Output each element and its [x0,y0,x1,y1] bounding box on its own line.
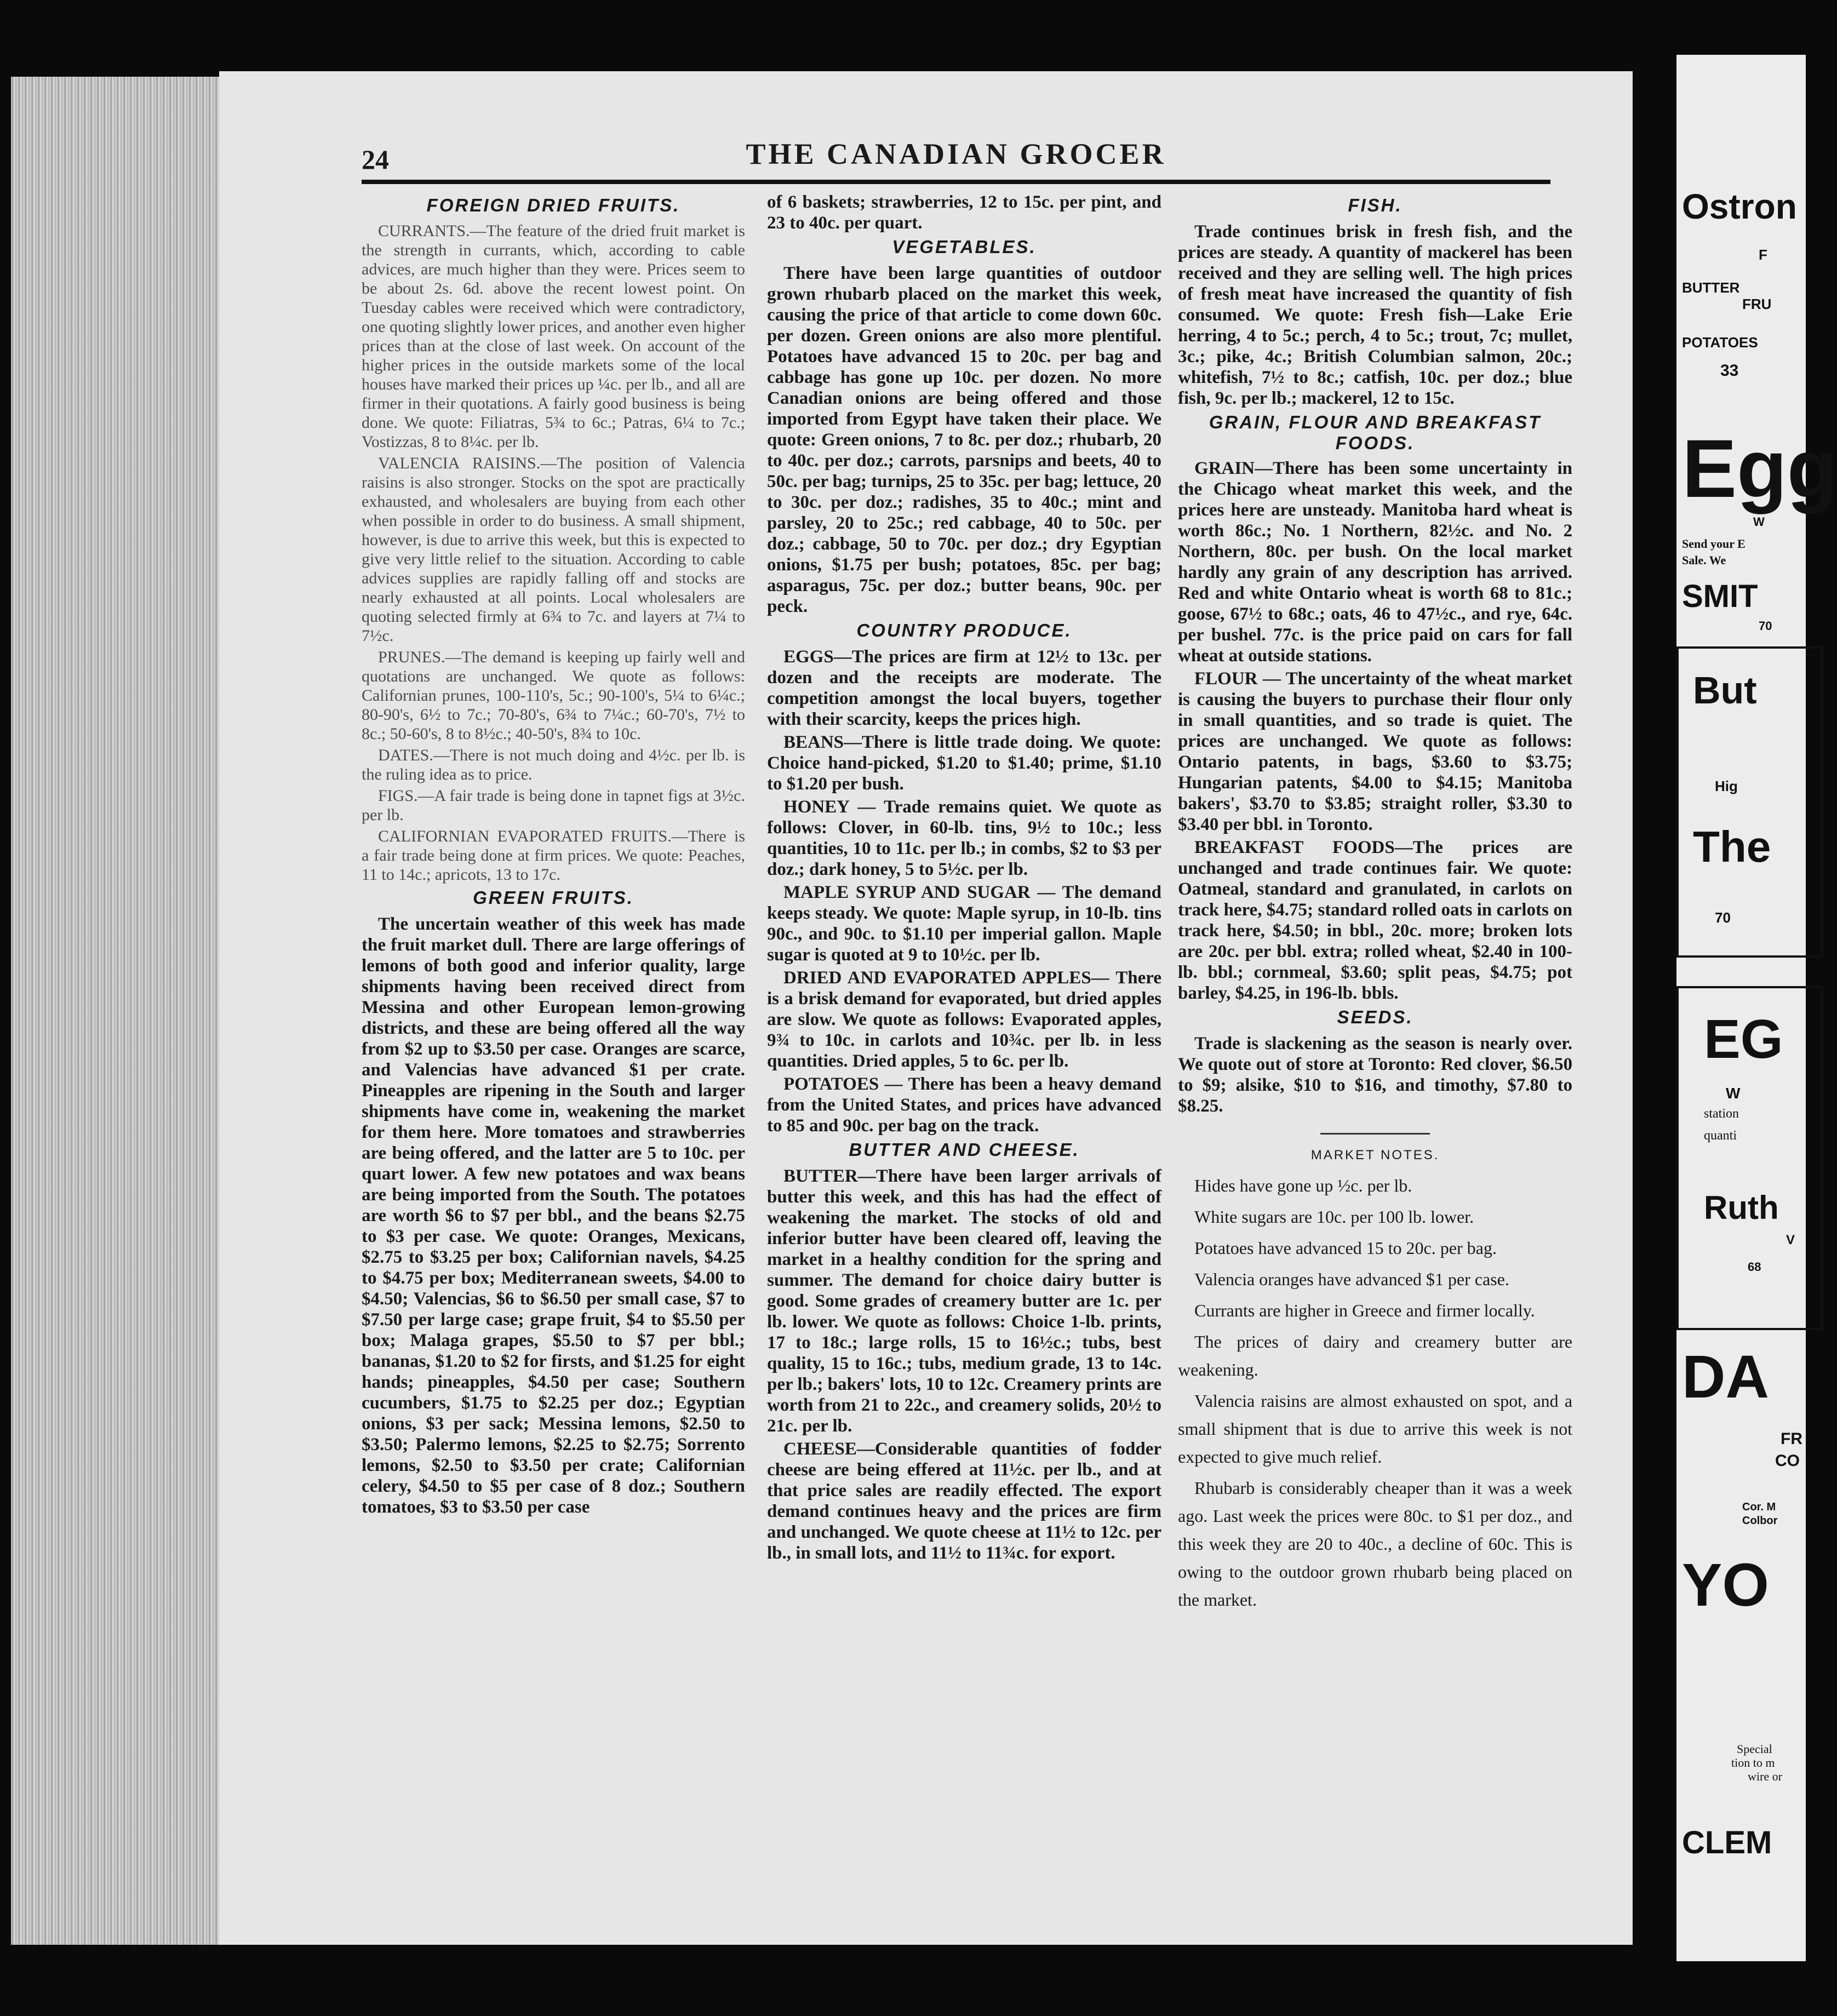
paragraph-seeds: Trade is slackening as the season is nearly over. We quote out of store at Toronto: Red clover, $6.50 to $9; alsike, $10 to $16, and timothy, $7.80 to $8.25. [1178,1034,1572,1116]
market-notes-heading: MARKET NOTES. [1310,1148,1440,1162]
header-rule [362,180,1550,184]
grain-heading-line-2: FOODS. [1335,433,1415,453]
ad-fragment: Colbor [1742,1515,1778,1527]
paragraph-flour: FLOUR — The uncertainty of the wheat market is causing the buyers to purchase their flour only in small quantities, and so trade is quiet. The prices are unchanged. We quote as follows: Ontario patents, in bags, $3.60 to $3.75; Hungarian patents, $4.00 to $4.15; Manitoba bakers', $3.70 to $3.85; straight roller, $3.30 to $3.40 per bbl. in Toronto. [1178,669,1572,834]
vegetables-text [767,263,1161,617]
paragraph-dried-apples: DRIED AND EVAPORATED APPLES— There is a brisk demand for evaporated, but dried apples are slow. We quote as follows: Evaporated apples, 9¾ to 10c. in carlots and 10¾c. per lb. in less quantities. Dried apples, 5 to 6c. per lb. [767,968,1161,1071]
ad-fragment: The [1693,822,1771,871]
market-note: Currants are higher in Greece and firmer locally. [1194,1301,1535,1320]
paragraph-vegetables: There have been large quantities of outdoor grown rhubarb placed on the market this week, causing the price of that article to come down 60c. per dozen. Green onions are also more plentiful. Potatoes have advanced 15 to 20c. per bag and cabbage has gone up 10c. per dozen. No more Canadian onions are being offered and those imported from Egypt have taken their place. We quote: Green onions, 7 to 8c. per doz.; rhubarb, 20 to 40c. per doz.; carrots, parsnips and beets, 40 to 50c. per bag; turnips, 25 to 35c. per bag; lettuce, 20 to 30c. per doz.; radishes, 35 to 40c.; mint and parsley, 20 to 25c.; red cabbage, 40 to 50c. per doz.; cabbage, 50 to 70c. per doz.; dry Egyptian onions, $1.75 per bush; potatoes, 85c. per bag; asparagus, 75c. per doz.; butter beans, 90c. per peck. [767,264,1161,616]
paragraph-valencia-raisins: VALENCIA RAISINS.—The position of Valencia raisins is also stronger. Stocks on the spot are practically exhausted, and wholesalers are buying from each other when possible in order to do business. A small shipment, however, is due to arrive this week, but this is expected to give very little relief to the situation. According to cable advices supplies are rapidly falling off and stocks are nearly exhausted at all points. Local wholesalers are quoting selected firmly at 6¾ to 7c. and layers at 7¼ to 7½c. [362,454,745,645]
ad-fragment: DA [1682,1343,1769,1411]
ad-fragment: F [1759,247,1767,263]
ad-fragment: SMIT [1682,579,1758,614]
paragraph-maple: MAPLE SYRUP AND SUGAR — The demand keeps steady. We quote: Maple syrup, in 10-lb. tins 90c., and 90c. to $1.10 per imperial gallon. Maple sugar is quoted at 9 to 10½c. per lb. [767,883,1161,965]
ad-fragment: quanti [1704,1129,1737,1143]
market-note: Valencia raisins are almost exhausted on spot, and a small shipment that is due to arrive this week is not expected to give much relief. [1178,1391,1572,1467]
market-notes-list [1178,1172,1572,1614]
green-fruits-text [362,914,745,1517]
ad-fragment: wire or [1748,1769,1782,1783]
section-heading-seeds: SEEDS. [1337,1007,1413,1027]
paragraph-cheese: CHEESE—Considerable quantities of fodder cheese are being effered at 11½c. per lb., and at that price sales are readily effected. The export demand continues heavy and the prices are firm and unchanged. We quote cheese at 11½ to 12c. per lb., in small lots, and 11½ to 11¾c. for export. [767,1439,1161,1563]
section-heading-vegetables: VEGETABLES. [892,237,1037,257]
ad-fragment: 33 [1720,362,1739,380]
ad-fragment: BUTTER [1682,279,1740,296]
paragraph-breakfast-foods: BREAKFAST FOODS—The prices are unchanged and trade continues fair. We quote: Oatmeal, standard and granulated, in carlots on track here, $4.75; standard rolled oats in carlots on track here, $4.50; in bbl., 20c. more; broken lots are 20c. per bbl. extra; rolled wheat, $2.40 in 100-lb. bbl.; cornmeal, $3.60; split peas, $4.75; pot barley, $4.25, in 196-lb. bbls. [1178,838,1572,1003]
seeds-text [1178,1033,1572,1116]
ad-fragment: FR [1781,1430,1802,1448]
paragraph-beans: BEANS—There is little trade doing. We quote: Choice hand-picked, $1.20 to $1.40; prime, $1.10 to $1.20 per bush. [767,732,1161,794]
column-2 [767,192,1161,1928]
column-3 [1178,192,1572,1928]
running-title: THE CANADIAN GROCER [746,138,1166,170]
ad-fragment: V [1786,1233,1795,1247]
market-note: Valencia oranges have advanced $1 per case. [1194,1269,1509,1289]
paragraph-grain: GRAIN—There has been some uncertainty in the Chicago wheat market this week, and the prices here are unsteady. Manitoba hard wheat is worth 86c.; No. 1 Northern, 82½c. and No. 2 Northern, 80c. per bush. On the local market hardly any grain of any description has arrived. Red and white Ontario wheat is worth 68 to 81c.; goose, 67½ to 68c.; oats, 46 to 47½c., and rye, 64c. per bushel. 77c. is the price paid on cars for fall wheat at outside stations. [1178,459,1572,666]
ad-fragment: tion to m [1731,1756,1775,1769]
paragraph-californian-evaporated: CALIFORNIAN EVAPORATED FRUITS.—There is a fair trade being done at firm prices. We quote: Peaches, 11 to 14c.; apricots, 13 to 17c. [362,827,745,884]
ad-fragment: Sale. We [1682,553,1726,567]
country-produce-text [767,646,1161,1136]
section-heading-grain [1178,412,1572,454]
ad-fragment: station [1704,1107,1739,1121]
section-heading-foreign-dried-fruits: FOREIGN DRIED FRUITS. [426,195,680,215]
ad-fragment: CLEM [1682,1825,1772,1860]
ad-fragment: POTATOES [1682,334,1758,351]
section-heading-country-produce: COUNTRY PRODUCE. [856,620,1072,640]
paragraph-continuation: of 6 baskets; strawberries, 12 to 15c. per pint, and 23 to 40c. per quart. [767,192,1161,233]
page-header [362,131,1550,181]
newspaper-page [219,71,1633,1945]
paragraph-honey: HONEY — Trade remains quiet. We quote as follows: Clover, in 60-lb. tins, 9½ to 10c.; less quantities, 10 to 11c. per lb.; in combs, $2 to $3 per doz.; dark honey, 5 to 5½c. per lb. [767,797,1161,879]
continuation-text [767,192,1161,233]
section-heading-green-fruits: GREEN FRUITS. [473,887,634,908]
ad-fragment: Ruth [1704,1189,1779,1226]
ad-fragment: FRU [1742,296,1772,312]
paragraph-dates: DATES.—There is not much doing and 4½c. per lb. is the ruling idea as to price. [362,746,745,783]
ad-fragment: Egg [1682,422,1837,514]
paragraph-butter: BUTTER—There have been larger arrivals of butter this week, and this has had the effect of weakening the market. The stocks of old and inferior butter have been cleared off, leaving the market in a healthy condition for the spring and summer. The demand for choice dairy butter is good. Some grades of creamery butter are 1c. per lb. lower. We quote as follows: Choice 1-lb. prints, 17 to 18c.; large rolls, 15 to 16½c.; tubs, best quality, 15 to 16c.; tubs, medium grade, 13 to 14c. per lb.; bakers' lots, 10 to 12c. Creamery prints are worth from 21 to 22c., and creamery solids, 20½ to 21c. per lb. [767,1166,1161,1436]
section-heading-butter-cheese: BUTTER AND CHEESE. [849,1139,1080,1160]
foreign-dried-fruits-text [362,221,745,884]
paragraph-prunes: PRUNES.—The demand is keeping up fairly well and quotations are unchanged. We quote as follows: Californian prunes, 100-110's, 5c.; 90-100's, 5¼ to 6¼c.; 80-90's, 6½ to 7c.; 70-80's, 6¾ to 7¼c.; 60-70's, 7½ to 8c.; 50-60's, 8 to 8½c.; 40-50's, 8¾ to 10c. [362,648,745,743]
paragraph-fish: Trade continues brisk in fresh fish, and the prices are steady. A quantity of mackerel has been received and they are selling well. The high prices of fresh meat have increased the quantity of fish consumed. We quote: Fresh fish—Lake Erie herring, 4 to 5c.; perch, 4 to 5c.; trout, 7c; mullet, 3c.; pike, 4c.; British Columbian salmon, 20c.; whitefish, 7½ to 8c.; catfish, 10c. per doz.; blue fish, 9c. per lb.; mackerel, 12 to 15c. [1178,222,1572,408]
grain-heading-line-1: GRAIN, FLOUR AND BREAKFAST [1209,412,1542,432]
paragraph-figs: FIGS.—A fair trade is being done in tapnet figs at 3½c. per lb. [362,787,745,824]
ad-fragment: W [1753,515,1765,529]
ad-fragment: Send your E [1682,537,1746,551]
ad-fragment: Ostron [1682,187,1797,226]
paragraph-potatoes: POTATOES — There has been a heavy demand from the United States, and prices have advanced to 85 and 90c. per bag on the track. [767,1074,1161,1136]
page-number: 24 [362,144,389,175]
market-note: Hides have gone up ½c. per lb. [1194,1176,1412,1195]
ad-fragment: But [1693,669,1757,712]
ad-fragment: W [1726,1085,1741,1102]
ad-fragment: 70 [1715,909,1731,926]
market-note: Rhubarb is considerably cheaper than it was a week ago. Last week the prices were 80c. to $1 per doz., and this week they are 20 to 40c., a decline of 60c. This is owing to the outdoor grown rhubarb being placed on the market. [1178,1478,1572,1610]
section-divider [1320,1133,1430,1135]
ad-fragment: Hig [1715,778,1738,794]
fish-text [1178,221,1572,409]
butter-cheese-text [767,1166,1161,1563]
ad-fragment: Special [1737,1742,1772,1756]
market-note: The prices of dairy and creamery butter are weakening. [1178,1332,1572,1379]
ad-fragment: 68 [1748,1260,1761,1274]
adjacent-page [1676,55,1837,1961]
ad-fragment: Cor. M [1742,1501,1776,1513]
ad-fragment: EG [1704,1009,1783,1070]
ad-fragment: 70 [1759,619,1772,633]
ad-fragment: YO [1682,1551,1769,1619]
paragraph-currants: CURRANTS.—The feature of the dried fruit market is the strength in currants, which, according to cable advices, are much higher than they were. Prices seem to be about 2s. 6d. above the recent lowest point. On Tuesday cables were received which were contradictory, one quoting slightly lower prices, and another even higher prices than at the close of last week. On account of the higher prices in the outside markets some of the local houses have marked their prices up ¼c. per lb., and all are firmer in their quotations. A fairly good business is being done. We quote: Filiatras, 5¾ to 6c.; Patras, 6¼ to 7c.; Vostizzas, 8 to 8¼c. per lb. [362,222,745,451]
paragraph-eggs: EGGS—The prices are firm at 12½ to 13c. per dozen and the receipts are moderate. The competition amongst the local buyers, together with their scarcity, keeps the prices high. [767,647,1161,729]
column-1 [362,192,745,1928]
market-note: Potatoes have advanced 15 to 20c. per bag. [1194,1238,1497,1258]
ad-fragment: CO [1775,1452,1800,1470]
market-note: White sugars are 10c. per 100 lb. lower. [1194,1207,1474,1227]
paragraph-green-fruits: The uncertain weather of this week has made the fruit market dull. There are large offerings of lemons of both good and inferior quality, large shipments having been received direct from Messina and other European lemon-growing districts, and these are being offered all the way from $2 up to $3.50 per case. Oranges are scarce, and Valencias have advanced $1 per crate. Pineapples are ripening in the South and larger shipments have come in, weakening the market for them here. More tomatoes and strawberries are being offered, and the latter are 5 to 10c. per quart lower. A few new potatoes and wax beans are being imported from the South. The potatoes are worth $6 to $7 per bbl., and the beans $2.75 to $3 per case. We quote: Oranges, Mexicans, $2.75 to $3.25 per box; Californian navels, $4.25 to $4.75 per box; Mediterranean sweets, $4.00 to $4.50; Valencias, $6 to $6.50 per small case, $7 to $7.50 per large case; grape fruit, $4 to $5.50 per box; Malaga grapes, $5.50 to $7 per bbl.; bananas, $1.20 to $2 for firsts, and $1.25 for eight hands; pineapples, $4.50 per case; Southern cucumbers, $1.75 to $2.25 per doz.; Egyptian onions, $3 per sack; Messina lemons, $2.50 to $3.50; Palermo lemons, $2.25 to $2.75; Sorrento lemons, $2.50 to $3.50 per crate; Californian celery, $4.50 to $5 per case of 8 doz.; Southern tomatoes, $3 to $3.50 per case [362,914,745,1517]
section-heading-fish: FISH. [1348,195,1403,215]
grain-text [1178,458,1572,1004]
book-page-edges [11,77,230,1945]
